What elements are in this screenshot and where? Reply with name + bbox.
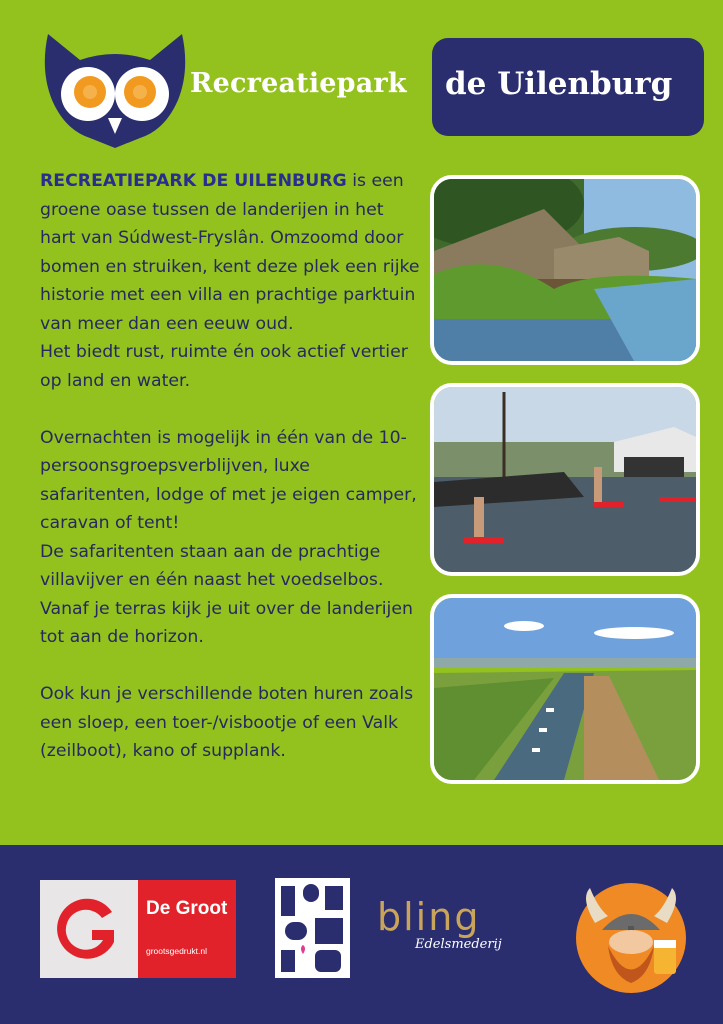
bling-subtitle: Edelsmederij (415, 937, 502, 952)
degroot-text-panel (138, 880, 236, 978)
body-text (40, 167, 420, 794)
title-de-uilenburg: de Uilenburg (445, 66, 673, 102)
bling-logo (375, 895, 530, 965)
owl-logo-icon (40, 30, 190, 150)
degroot-brand: De Groot (146, 898, 228, 919)
photo-boats-sup (430, 383, 700, 576)
degroot-g-panel (40, 880, 138, 978)
paragraph-intro (40, 167, 420, 395)
stay-text: Overnachten is mogelijk in één van de 10-persoonsgroepsverblijven, luxe safaritenten, lodge of met je eigen camper, caravan of tent! (40, 427, 417, 533)
boats-text: Ook kun je verschillende boten huren zoals een sloep, een toer-/visbootje of een Valk (zeilboot), kano of supplank. (40, 684, 414, 761)
intro-text: is een groene oase tussen de landerijen in het hart van Súdwest-Fryslân. Omzoomd door bomen en struiken, kent deze plek een rijke historie met een villa en prachtige parktuin van meer dan een eeuw oud. (40, 171, 420, 334)
degroot-url: grootsgedrukt.nl (146, 946, 207, 956)
title-recreatiepark: Recreatiepark (190, 68, 407, 99)
photo-aerial-landscape (430, 594, 700, 784)
intro-second-line: Het biedt rust, ruimte én ook actief vertier op land en water. (40, 342, 408, 391)
photo-safari-tents (430, 175, 700, 365)
degroot-logo (40, 880, 236, 978)
viking-logo-icon (570, 878, 692, 996)
typographic-sponsor-logo (275, 878, 350, 978)
bling-wordmark: bling (377, 895, 481, 939)
paragraph-stay (40, 424, 420, 652)
lead-name: RECREATIEPARK DE UILENBURG (40, 171, 347, 191)
stay-second-line: De safaritenten staan aan de prachtige villavijver en één naast het voedselbos. Vanaf je terras kijk je uit over de landerijen tot aan de horizon. (40, 541, 413, 647)
paragraph-boats (40, 680, 420, 766)
g-letter-icon (40, 880, 138, 978)
